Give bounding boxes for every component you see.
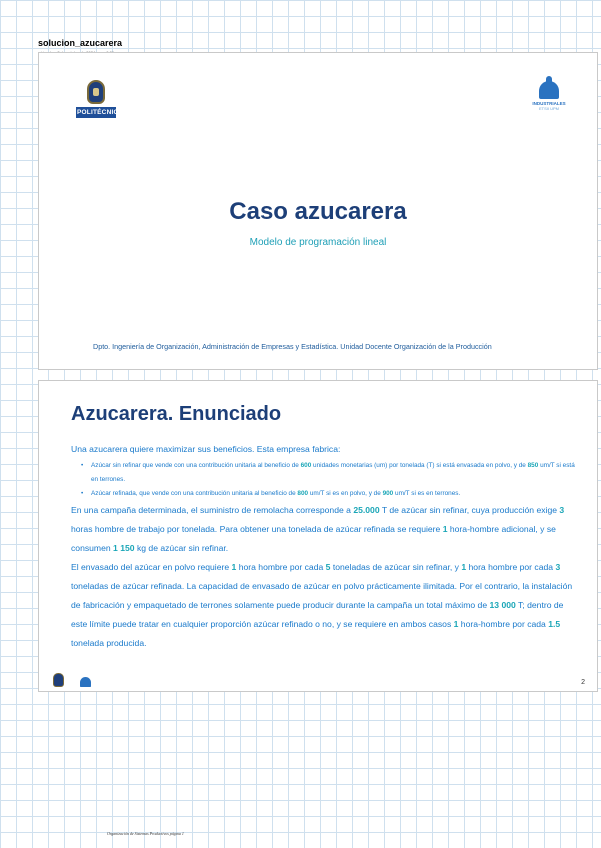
industriales-logo-label: INDUSTRIALES xyxy=(532,101,566,106)
university-seal-icon xyxy=(87,80,105,104)
slide-1-subtitle: Modelo de programación lineal xyxy=(249,237,387,248)
slide-2-title: Azucarera. Enunciado xyxy=(71,403,282,425)
dome-icon xyxy=(80,677,91,687)
upm-logo-label: POLITÉCNICA xyxy=(77,109,124,116)
intro-text: Una azucarera quiere maximizar sus beneficios. Esta empresa fabrica: xyxy=(71,444,341,454)
upm-logo xyxy=(76,80,124,118)
slide-2 xyxy=(38,380,598,692)
list-item: • Azúcar refinada, que vende con una contribución unitaria al beneficio de 800 um/T si es en polvo, y de 900 um/T si es en terrones. xyxy=(91,487,576,501)
slide-2-body xyxy=(71,441,576,653)
paragraph-packaging: El envasado del azúcar en polvo requiere 1 hora hombre por cada 5 toneladas de azúcar sin refinar, y 1 hora hombre por cada 3 toneladas de azúcar refinada. La capacidad de envasado de azúcar en polvo prácticamente ilimitada. Por el contrario, la instalación de fabricación y empaquetado de terrones solamente puede producir durante la campaña un total máximo de 13 000 T; dentro de este límite puede tratar en cualquier proporción azúcar refinado o no, y se requiere en ambos casos 1 hora-hombre por cada 1.5 tonelada producida. xyxy=(71,562,573,648)
document-title: solucion_azucarera xyxy=(38,38,123,48)
slide-1-title: Caso azucarera xyxy=(229,198,407,225)
slide-2-logos xyxy=(53,669,91,687)
university-seal-icon xyxy=(53,673,64,687)
page-footer: Organización de Sistemas Productivos página 1 xyxy=(107,831,184,836)
slide-page-number: 2 xyxy=(581,679,585,686)
industriales-logo xyxy=(529,81,569,111)
dome-icon xyxy=(539,81,559,99)
industriales-logo-sub: ETSII UPM xyxy=(538,106,559,111)
slide-1-footer: Dpto. Ingeniería de Organización, Administración de Empresas y Estadística. Unidad Docente Organización de la Producción xyxy=(93,342,492,351)
list-item: • Azúcar sin refinar que vende con una contribución unitaria al beneficio de 600 unidades monetarias (um) por tonelada (T) si está envasada en polvo, y de 850 um/T si está en terrones. xyxy=(91,459,576,487)
slide-1 xyxy=(38,52,598,370)
paragraph-supply: En una campaña determinada, el suministro de remolacha corresponde a 25.000 T de azúcar sin refinar, cuya producción exige 3 horas hombre de trabajo por tonelada. Para obtener una tonelada de azúcar refinada se requiere 1 hora-hombre adicional, y se consumen 1 150 kg de azúcar sin refinar. xyxy=(71,505,565,553)
product-list xyxy=(71,459,576,501)
